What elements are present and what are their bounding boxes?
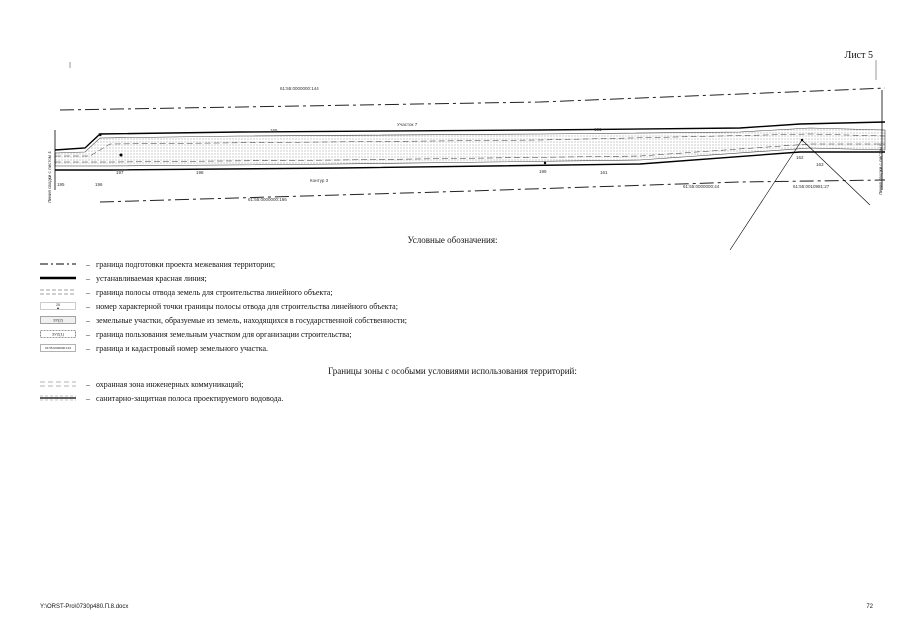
point-label: 198 <box>196 170 204 175</box>
symbol-cadastral-text: 61:55:0000000:123 <box>45 346 71 351</box>
symbol-project-boundary <box>40 260 76 268</box>
point-label: 162 <box>796 155 804 160</box>
symbol-red-line <box>40 274 76 282</box>
legend-item-state-land-parcels: ЗУ(2) – земельные участки, образуемые из земель, находящихся в государственной собственности; <box>40 314 407 326</box>
parcel-label-bottom-right: 61:55:0010981:27 <box>793 184 830 189</box>
symbol-allotment-boundary <box>40 288 76 296</box>
point-label: 195 <box>57 182 65 187</box>
point-label: 196 <box>95 182 103 187</box>
zone-item-utility-protection: – охранная зона инженерных коммуникаций; <box>40 378 244 390</box>
symbol-point-number-text: 25 <box>56 303 60 307</box>
left-vertical-label: Линия сводки с листом 4 <box>47 151 52 203</box>
legend-item-cadastral-parcel: 61:55:0000000:123 – граница и кадастровый номер земельного участка. <box>40 342 268 354</box>
sheet-label: Лист 5 <box>844 50 873 61</box>
symbol-state-land-parcels <box>40 316 76 324</box>
point-label: 161 <box>600 170 608 175</box>
point-label: 17 <box>98 132 104 137</box>
symbol-point-number <box>40 302 76 310</box>
legend-item-red-line: – устанавливаемая красная линия; <box>40 272 207 284</box>
cadastral-map <box>40 60 890 250</box>
point-label: 163 <box>816 162 824 167</box>
leader-line-2 <box>802 140 870 205</box>
legend-item-allotment-boundary: – граница полосы отвода земель для строительства линейного объекта; <box>40 286 333 298</box>
symbol-construction-use <box>40 330 76 338</box>
parcel-label-top: 61:55:0000000:144 <box>280 86 319 91</box>
point-marker <box>120 154 123 157</box>
point-label: 199 <box>539 169 547 174</box>
legend-item-project-boundary: – граница подготовки проекта межевания территории; <box>40 258 275 270</box>
symbol-state-land-text: ЗУ(2) <box>53 317 63 323</box>
legend-item-point-number: 25 – номер характерной точки границы полосы отвода для строительства линейного объекта; <box>40 300 398 312</box>
page-number: 72 <box>866 604 873 610</box>
allotment-strip <box>55 128 885 166</box>
project-boundary-top <box>60 88 885 110</box>
zone-item-sanitary-strip: – санитарно-защитная полоса проектируемого водовода. <box>40 392 283 404</box>
point-label: 165 <box>270 128 278 133</box>
parcel-label-bottom-left: 61:55:0000000:166 <box>248 197 287 202</box>
point-label: 197 <box>116 170 124 175</box>
legend-title: Условные обозначения: <box>407 235 498 245</box>
legend-item-construction-use: ЗУ2(1) – граница пользования земельным участком для организации строительства; <box>40 328 352 340</box>
contour-label: Контур 3 <box>310 178 329 183</box>
symbol-utility-protection <box>40 380 76 388</box>
point-marker <box>544 162 546 164</box>
right-vertical-label: Линия сводки с листом 6 <box>878 143 883 195</box>
parcel-label-bottom-mid: 61:55:0000000:44 <box>683 184 720 189</box>
zones-title: Границы зоны с особыми условиями использования территорий: <box>328 366 577 376</box>
section-label: Участок 7 <box>397 122 418 127</box>
symbol-cadastral-parcel <box>40 344 76 352</box>
project-boundary-bottom <box>100 180 885 202</box>
point-marker <box>801 139 803 141</box>
symbol-sanitary-strip <box>40 394 76 402</box>
symbol-construction-use-text: ЗУ2(1) <box>51 331 65 337</box>
point-label: 191 <box>594 127 602 132</box>
footer-file-path: Y:\ORST-Pro\0730р480.П.8.docx <box>40 604 129 610</box>
